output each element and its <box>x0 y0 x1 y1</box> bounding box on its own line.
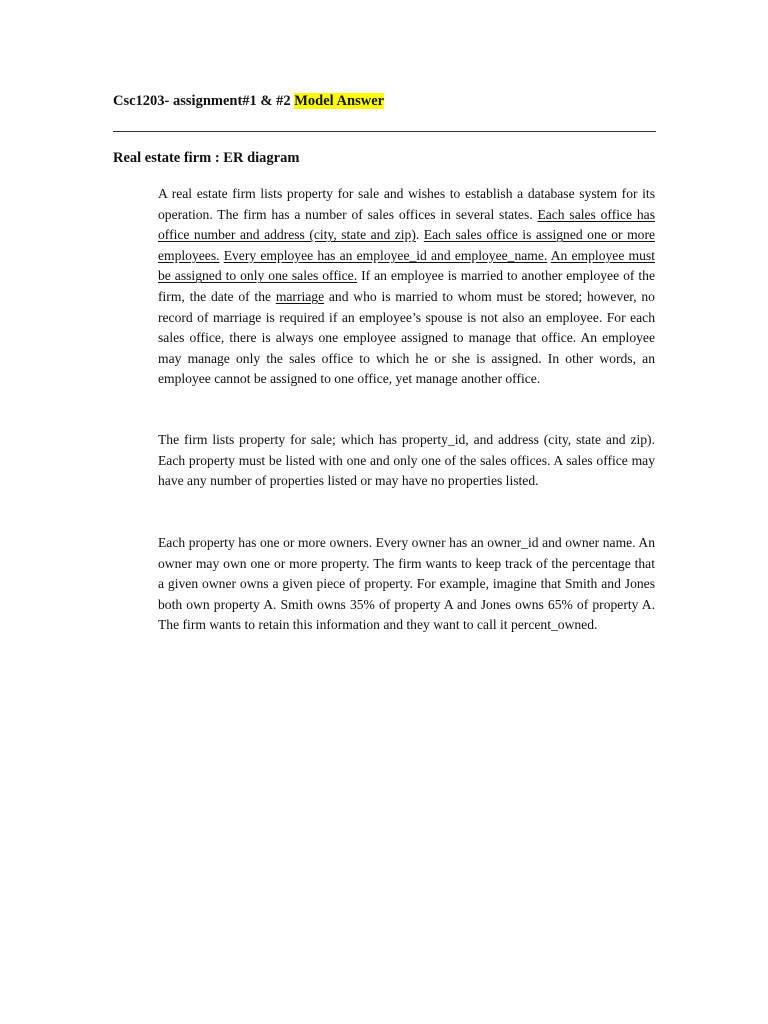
model-answer-highlight: Model Answer <box>294 93 385 109</box>
p1-underline-office-employees: Each sales office is assigned one or more employees. <box>158 227 656 263</box>
p1-text-6: and who is married to whom must be stored; however, no record of marriage is required if an employee’s spouse is not also an employee. For each sales office, there is always one employee assigned to manage that office. An employee may manage only the sales office to which he or she is assigned. In other words, an employee cannot be assigned to one office, yet manage another office. <box>158 288 655 387</box>
section-heading: Real estate firm : ER diagram <box>113 150 300 166</box>
p1-underline-marriage: marriage <box>275 288 325 304</box>
p1-underline-employee-assignment: An employee must be assigned to only one sales office. <box>158 247 655 284</box>
title-text: Csc1203- assignment#1 & #2 <box>113 93 295 109</box>
p1-text-1: A real estate firm lists property for sale and wishes to establish a database system for its operation. The firm has a number of sales offices in several states. <box>158 186 655 222</box>
p1-text-2: . <box>415 227 424 243</box>
p1-underline-office-address: Each sales office has office number and address (city, state and zip) <box>158 206 655 243</box>
document-title <box>113 93 384 110</box>
paragraph-1 <box>158 184 655 390</box>
p1-underline-employee-attributes: Every employee has an employee_id and employee_name. <box>223 247 548 263</box>
paragraph-2: The firm lists property for sale; which has property_id, and address (city, state and zip). Each property must be listed with one and only one of the sales offices. A sales office may have any number of properties listed or may have no properties listed. <box>158 432 655 489</box>
paragraph-3: Each property has one or more owners. Every owner has an owner_id and owner name. An owner may own one or more property. The firm wants to keep track of the percentage that a given owner owns a given piece of property. For example, imagine that Smith and Jones both own property A. Smith owns 35% of property A and Jones owns 65% of property A. The firm wants to retain this information and they want to call it percent_owned. <box>158 535 655 633</box>
horizontal-rule <box>113 131 656 132</box>
p1-text-5: If an employee is married to another employee of the firm, the date of the <box>158 268 655 304</box>
